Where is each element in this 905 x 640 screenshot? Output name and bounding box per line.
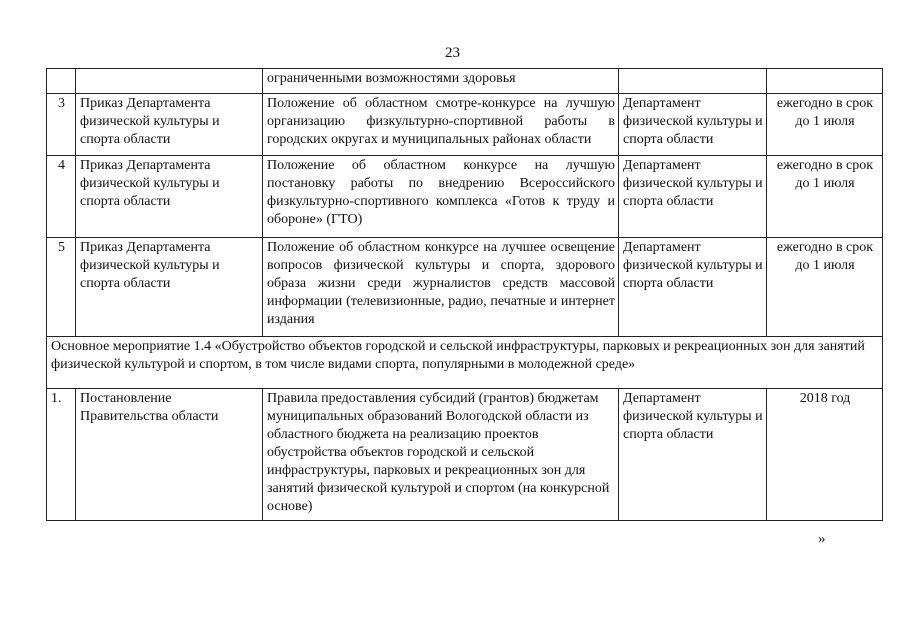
cell-executor: Департамент физической культуры и спорта области	[619, 389, 767, 521]
cell-document: Положение об областном конкурсе на лучшую постановку работы по внедрению Всероссийского физкультурно-спортивного комплекса «Готов к труду и обороне» (ГТО)	[263, 156, 619, 238]
table-row	[47, 389, 883, 521]
cell-act	[76, 69, 263, 94]
section-heading-row	[47, 337, 883, 389]
cell-document: ограниченными возможностями здоровья	[263, 69, 619, 94]
cell-num: 5	[47, 238, 76, 337]
table-row	[47, 238, 883, 337]
cell-document: Правила предоставления субсидий (грантов) бюджетам муниципальных образований Вологодской области из областного бюджета на реализацию проектов обустройства объектов городской и сельской инфраструктуры, парковых и рекреационных зон для занятий физической культурой и спортом (на конкурсной основе)	[263, 389, 619, 521]
table-row	[47, 156, 883, 238]
cell-document: Положение об областном смотре-конкурсе на лучшую организацию физкультурно-спортивной работы в городских округах и муниципальных районах области	[263, 94, 619, 156]
cell-deadline	[767, 69, 883, 94]
cell-executor: Департамент физической культуры и спорта области	[619, 238, 767, 337]
cell-num: 4	[47, 156, 76, 238]
table-row	[47, 94, 883, 156]
cell-num: 1.	[47, 389, 76, 521]
cell-document: Положение об областном конкурсе на лучшее освещение вопросов физической культуры и спорта, здорового образа жизни среди журналистов средств массовой информации (телевизионные, радио, печатные и интернет издания	[263, 238, 619, 337]
cell-act: Приказ Департамента физической культуры и спорта области	[76, 94, 263, 156]
closing-quote-mark: »	[818, 531, 826, 547]
cell-deadline: ежегодно в срок до 1 июля	[767, 238, 883, 337]
cell-deadline: ежегодно в срок до 1 июля	[767, 156, 883, 238]
cell-act: Приказ Департамента физической культуры и спорта области	[76, 238, 263, 337]
measures-table	[46, 68, 883, 521]
cell-executor: Департамент физической культуры и спорта области	[619, 94, 767, 156]
cell-act: Приказ Департамента физической культуры и спорта области	[76, 156, 263, 238]
cell-deadline: ежегодно в срок до 1 июля	[767, 94, 883, 156]
cell-executor	[619, 69, 767, 94]
cell-num	[47, 69, 76, 94]
cell-executor: Департамент физической культуры и спорта области	[619, 156, 767, 238]
section-heading: Основное мероприятие 1.4 «Обустройство объектов городской и сельской инфраструктуры, парковых и рекреационных зон для занятий физической культурой и спортом, в том числе видами спорта, популярными в молодежной среде»	[47, 337, 883, 389]
page-number: 23	[445, 45, 460, 61]
table-row-continuation	[47, 69, 883, 94]
cell-deadline: 2018 год	[767, 389, 883, 521]
cell-act: Постановление Правительства области	[76, 389, 263, 521]
cell-num: 3	[47, 94, 76, 156]
